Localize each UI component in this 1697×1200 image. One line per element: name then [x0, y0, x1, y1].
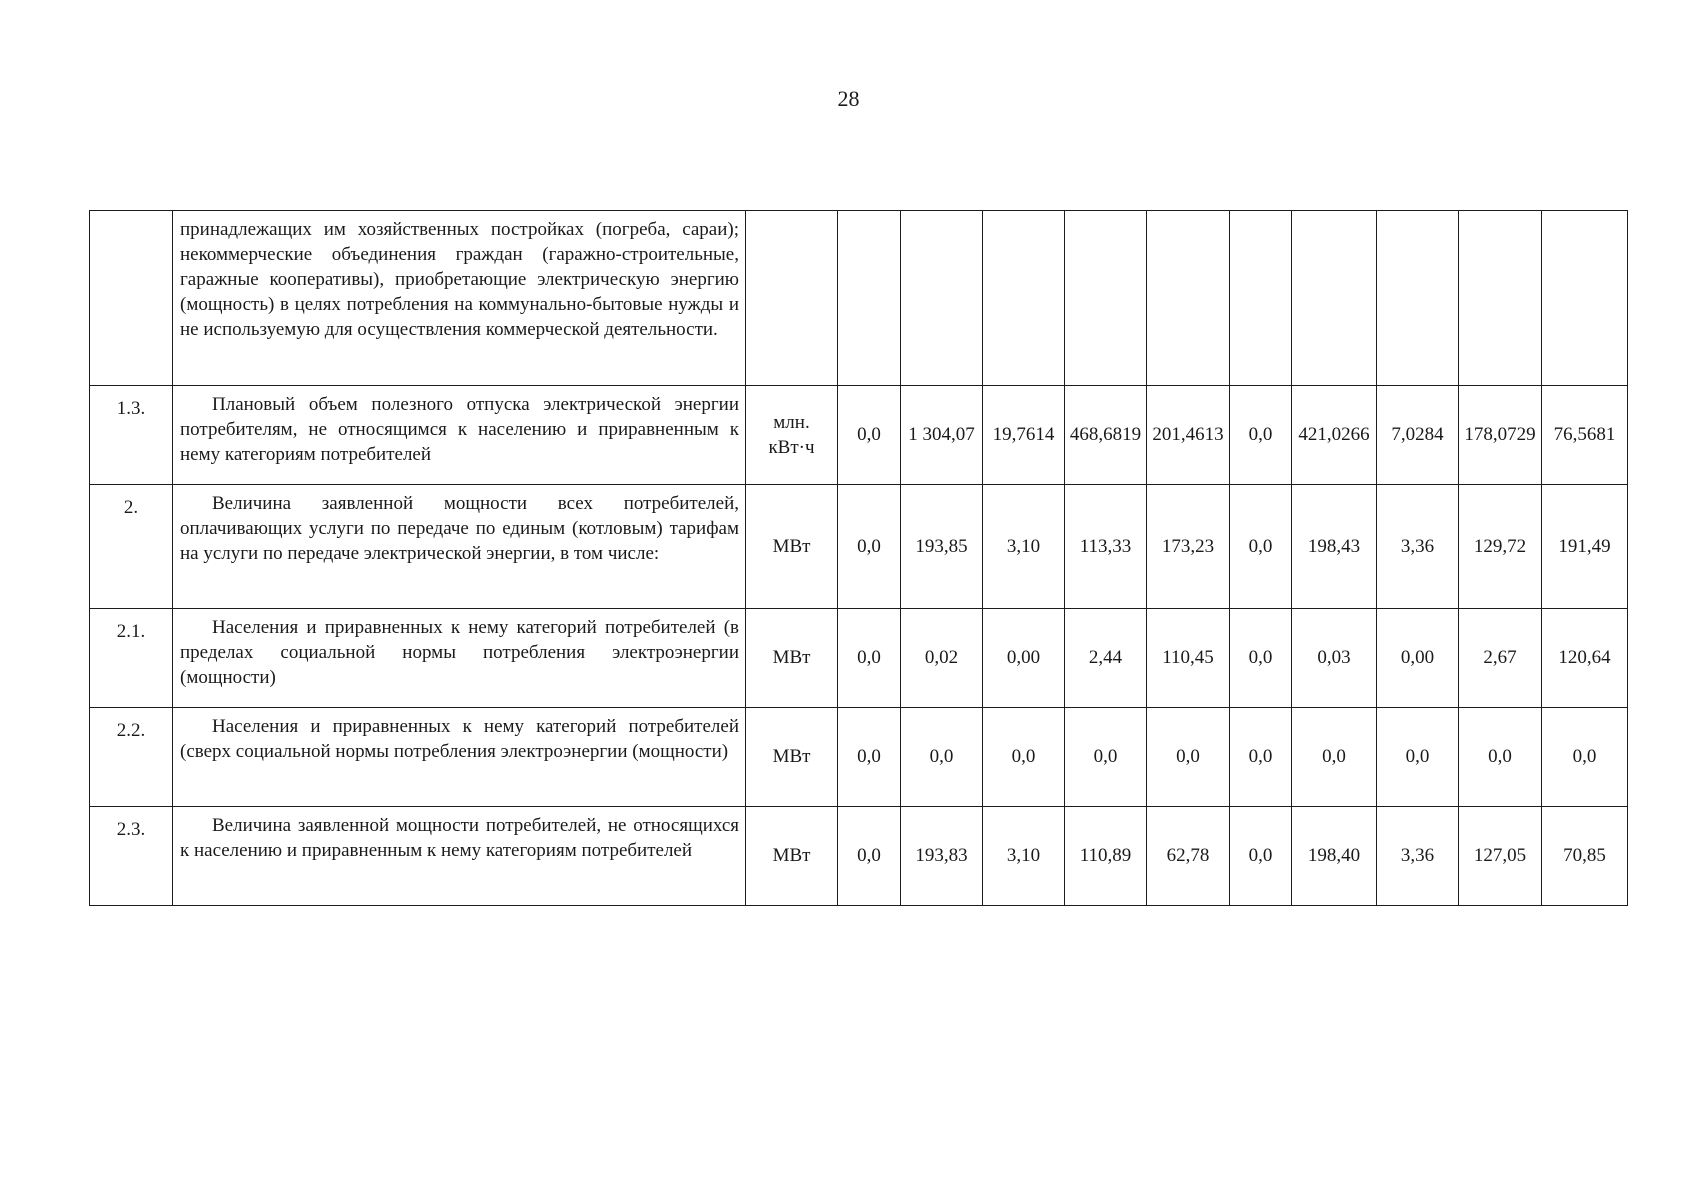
value-cell: 19,7614	[983, 386, 1065, 485]
row-description-text: Населения и приравненных к нему категорий потребителей (в пределах социальной нормы потребления электроэнергии (мощности)	[180, 617, 739, 689]
value-cell: 0,0	[1230, 807, 1292, 906]
value-cell: 201,4613	[1147, 386, 1230, 485]
value-cell: 110,89	[1065, 807, 1147, 906]
value-cell: 70,85	[1542, 807, 1628, 906]
value-cell	[901, 211, 983, 386]
value-cell: 0,0	[901, 708, 983, 807]
value-cell	[838, 211, 901, 386]
row-number	[90, 211, 173, 386]
value-cell	[1230, 211, 1292, 386]
value-cell: 0,0	[838, 386, 901, 485]
value-cell: 7,0284	[1377, 386, 1459, 485]
value-cell: 193,85	[901, 485, 983, 609]
page-number: 28	[837, 86, 860, 111]
value-cell: 0,0	[1377, 708, 1459, 807]
row-unit	[746, 211, 838, 386]
table-row	[90, 211, 1628, 386]
row-number: 1.3.	[90, 386, 173, 485]
row-description-text: Плановый объем полезного отпуска электрической энергии потребителям, не относящимся к населению и приравненным к нему категориям потребителей	[180, 394, 739, 466]
value-cell: 0,0	[1065, 708, 1147, 807]
value-cell: 0,0	[1230, 708, 1292, 807]
table-row	[90, 386, 1628, 485]
row-unit: МВт	[746, 708, 838, 807]
value-cell: 62,78	[1147, 807, 1230, 906]
row-number: 2.	[90, 485, 173, 609]
table-row	[90, 807, 1628, 906]
value-cell: 2,44	[1065, 609, 1147, 708]
value-cell: 0,0	[838, 609, 901, 708]
value-cell: 0,0	[1542, 708, 1628, 807]
value-cell	[1065, 211, 1147, 386]
value-cell: 0,0	[838, 807, 901, 906]
value-cell: 0,0	[838, 708, 901, 807]
row-number: 2.3.	[90, 807, 173, 906]
value-cell: 0,02	[901, 609, 983, 708]
row-description	[173, 386, 746, 485]
row-description	[173, 807, 746, 906]
row-unit: МВт	[746, 609, 838, 708]
row-number: 2.1.	[90, 609, 173, 708]
value-cell: 129,72	[1459, 485, 1542, 609]
value-cell	[1147, 211, 1230, 386]
value-cell: 3,10	[983, 485, 1065, 609]
value-cell: 0,0	[1459, 708, 1542, 807]
value-cell: 0,00	[1377, 609, 1459, 708]
value-cell: 468,6819	[1065, 386, 1147, 485]
table-row	[90, 485, 1628, 609]
row-unit: МВт	[746, 807, 838, 906]
value-cell: 3,36	[1377, 807, 1459, 906]
row-description	[173, 609, 746, 708]
value-cell: 2,67	[1459, 609, 1542, 708]
row-description-text: Населения и приравненных к нему категорий потребителей (сверх социальной нормы потребления электроэнергии (мощности)	[180, 716, 739, 763]
row-unit: МВт	[746, 485, 838, 609]
value-cell	[1377, 211, 1459, 386]
table-row	[90, 609, 1628, 708]
value-cell: 0,03	[1292, 609, 1377, 708]
table-row	[90, 708, 1628, 807]
value-cell: 3,10	[983, 807, 1065, 906]
value-cell: 1 304,07	[901, 386, 983, 485]
row-number: 2.2.	[90, 708, 173, 807]
value-cell	[1542, 211, 1628, 386]
value-cell: 113,33	[1065, 485, 1147, 609]
value-cell: 0,0	[1230, 485, 1292, 609]
value-cell	[983, 211, 1065, 386]
value-cell: 198,40	[1292, 807, 1377, 906]
value-cell: 3,36	[1377, 485, 1459, 609]
value-cell: 120,64	[1542, 609, 1628, 708]
value-cell: 0,0	[838, 485, 901, 609]
value-cell: 193,83	[901, 807, 983, 906]
value-cell: 178,0729	[1459, 386, 1542, 485]
value-cell: 173,23	[1147, 485, 1230, 609]
value-cell: 191,49	[1542, 485, 1628, 609]
row-description	[173, 485, 746, 609]
value-cell: 0,0	[983, 708, 1065, 807]
tariff-data-table	[89, 210, 1628, 906]
value-cell	[1459, 211, 1542, 386]
row-description-text: Величина заявленной мощности потребителей, не относящихся к населению и приравненным к нему категориям потребителей	[180, 815, 739, 862]
value-cell: 110,45	[1147, 609, 1230, 708]
row-unit: млн. кВт·ч	[746, 386, 838, 485]
row-description-text: Величина заявленной мощности всех потребителей, оплачивающих услуги по передаче по единым (котловым) тарифам на услуги по передаче электрической энергии, в том числе:	[180, 493, 739, 565]
value-cell: 0,0	[1230, 386, 1292, 485]
value-cell: 198,43	[1292, 485, 1377, 609]
value-cell: 0,0	[1230, 609, 1292, 708]
row-description	[173, 708, 746, 807]
value-cell: 76,5681	[1542, 386, 1628, 485]
value-cell: 0,0	[1292, 708, 1377, 807]
value-cell: 0,00	[983, 609, 1065, 708]
value-cell: 127,05	[1459, 807, 1542, 906]
value-cell: 0,0	[1147, 708, 1230, 807]
value-cell: 421,0266	[1292, 386, 1377, 485]
value-cell	[1292, 211, 1377, 386]
row-description: принадлежащих им хозяйственных постройках (погреба, сараи); некоммерческие объединения граждан (гаражно-строительные, гаражные кооперативы), приобретающие электрическую энергию (мощность) в целях потребления на коммунально-бытовые нужды и не используемую для осуществления коммерческой деятельности.	[173, 211, 746, 386]
